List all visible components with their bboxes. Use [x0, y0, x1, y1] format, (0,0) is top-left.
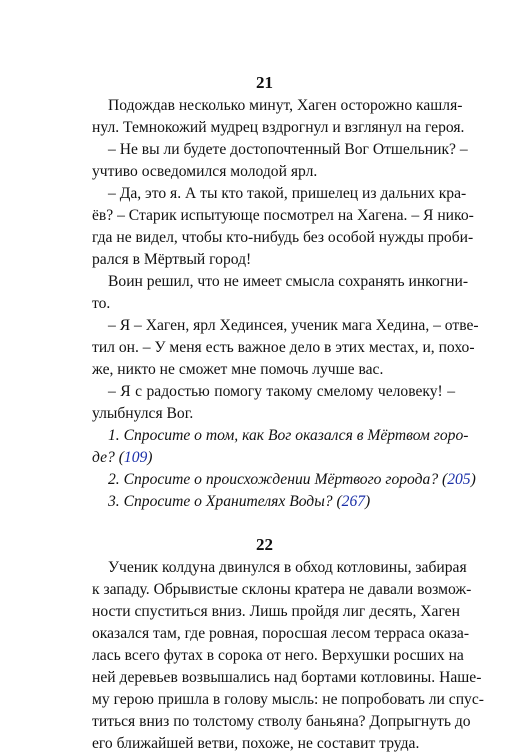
paragraph-line: Ученик колдуна двинулся в обход котловины, забирая	[108, 559, 467, 576]
paragraph-line: ёв? – Старик испытующе посмотрел на Хагена. – Я нико-	[92, 207, 474, 224]
paragraph-line: тил он. – У меня есть важное дело в этих местах, и, похо-	[92, 339, 475, 356]
choice-1-line-2: де? (	[92, 449, 124, 466]
choice-2[interactable]	[108, 469, 476, 491]
paragraph-line: его ближайшей ветви, похоже, не составит труда.	[92, 735, 420, 752]
paragraph-line: му герою пришла в голову мысль: не попробовать ли спус-	[92, 691, 484, 708]
paragraph-line: ности спуститься вниз. Лишь пройдя лиг десять, Хаген	[92, 603, 460, 620]
choice-2-link[interactable]: 205	[447, 471, 471, 488]
paragraph-line: – Не вы ли будете достопочтенный Вог Отшельник? –	[108, 141, 468, 158]
paragraph-line: к западу. Обрывистые склоны кратера не давали возмож-	[92, 581, 472, 598]
paragraph-line: же, никто не сможет мне помочь лучше вас.	[92, 361, 384, 378]
paragraph-line: лась всего футах в сорока от него. Верхушки росших на	[92, 647, 464, 664]
paragraph-line: оказался там, где ровная, поросшая лесом терраса оказа-	[92, 625, 470, 642]
paragraph-line: Воин решил, что не имеет смысла сохранять инкогни-	[108, 273, 469, 290]
paragraph-line: нул. Темнокожий мудрец вздрогнул и взглянул на героя.	[92, 119, 465, 136]
paragraph-line: ней деревьев возвышались над бортами котловины. Нашe-	[92, 669, 482, 686]
choice-3[interactable]	[108, 491, 455, 513]
paragraph-line: гда не видел, чтобы кто-нибудь без особой нужды проби-	[92, 229, 474, 246]
paragraph-line: учтиво осведомился молодой ярл.	[92, 163, 318, 180]
paragraph-line: то.	[92, 295, 111, 312]
choice-1-link[interactable]: 109	[123, 449, 148, 466]
section-number-22: 22	[256, 535, 273, 554]
paragraph-line: – Да, это я. А ты кто такой, пришелец из дальних кра-	[108, 185, 467, 202]
paragraph-line: Подождав несколько минут, Хаген осторожно кашля-	[108, 97, 463, 114]
choice-1-line-1: 1. Спросите о том, как Вог оказался в Мёртвом горо-	[108, 427, 469, 444]
choice-1-close: )	[147, 449, 153, 466]
choice-2-close: )	[470, 471, 476, 488]
paragraph-line: титься вниз по толстому стволу баньяна? Допрыгнуть до	[92, 713, 471, 730]
section-number-21: 21	[256, 73, 273, 92]
choice-3-link[interactable]: 267	[341, 493, 366, 510]
paragraph-line: рался в Мёртвый город!	[92, 251, 252, 268]
choice-1[interactable]	[92, 447, 455, 469]
choice-3-text: 3. Спросите о Хранителях Воды? (	[108, 493, 342, 510]
paragraph-line: – Я – Хаген, ярл Хединсея, ученик мага Хедина, – отве-	[108, 317, 479, 334]
paragraph-line: улыбнулся Вог.	[92, 405, 194, 422]
paragraph-line: – Я с радостью помогу такому смелому человеку! –	[108, 383, 455, 400]
choice-3-close: )	[365, 493, 371, 510]
choice-2-text: 2. Спросите о происхождении Мёртвого города? (	[108, 471, 448, 488]
